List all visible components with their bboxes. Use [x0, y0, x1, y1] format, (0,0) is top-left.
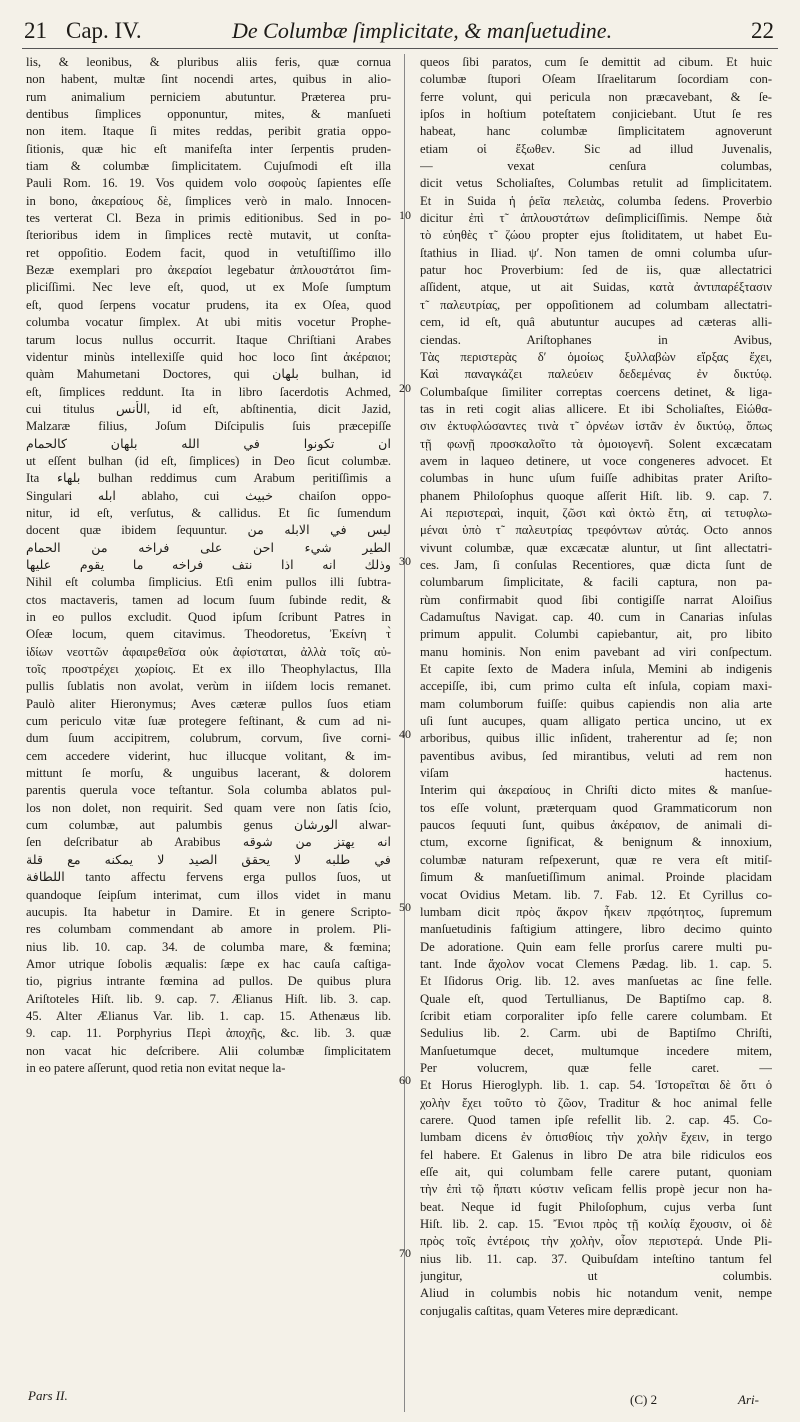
text-line: ſitionis, quæ hic eſt manifeſta inter ſerpentis pruden- — [26, 141, 391, 156]
text-line: cem, id eſt, quâ abutuntur aucupes ad cæteras alli- — [420, 315, 772, 330]
text-line: aſſident, atque, ut ait Suidas, κατὰ ἀντιπαρέξτασιν — [420, 280, 772, 295]
text-line: ciendas. Ariſtophanes in Avibus, — [420, 332, 772, 347]
text-line: Καὶ παναγκάζει παλεύειν δεδεμένας ἐν δικτύῳ. — [420, 367, 772, 382]
text-line: 45. Alter Ælianus Var. lib. 1. cap. 15. Athenæus lib. — [26, 1008, 391, 1023]
text-line: الطير شيء احن على فراخه من الحمام — [26, 540, 391, 555]
text-line: Ita بلهاء bulhan reddimus cum Arabum peritiſſimis a — [26, 471, 391, 486]
text-line: aucupis. Ita habetur in Damire. Et in genere Scripto- — [26, 904, 391, 919]
text-line: وذلك انه اذا نتف فراخه ما يقوم عليها — [26, 557, 391, 572]
text-line: τ̃ παλευτρίας, per oppoſitionem ad columbam allectatri- — [420, 297, 772, 312]
text-line: Τὰς περιστερὰς δ′ ὁμοίως ξυλλαβὼν εἵρξας ἔχει, — [420, 349, 772, 364]
text-line: vocat Ovidius Metam. lib. 7. Fab. 12. Et Cyrillus co- — [420, 887, 772, 902]
text-line: jungitur, ut columbis. — [420, 1269, 772, 1284]
text-line: τὴν ἐπὶ τῷ ἥπατι κύστιν veſicam fellis propè jecur non ha- — [420, 1182, 772, 1197]
running-header — [22, 18, 778, 44]
text-line: conjugalis caſtitas, quam Veteres mire deprædicant. — [420, 1303, 679, 1318]
page-number-left: 21 — [24, 18, 47, 43]
line-number: 10 — [399, 208, 411, 222]
text-line: paventibus avibus, ſed mirantibus, veluti ad rem non — [420, 748, 772, 763]
text-line: manſuetudinis faſtigium attingere, libro decimo quinto — [420, 922, 772, 937]
text-line: pliciſſimi. Nec leve eſt, quod, ut ex Moſe ſumptum — [26, 280, 391, 295]
text-line: non vacat hic deſcribere. Alii columbæ ſimplicitatem — [26, 1043, 391, 1058]
left-text-column — [26, 54, 391, 1077]
text-line: carere. Quod tamen ipſe refellit lib. 2. cap. 45. Co- — [420, 1112, 772, 1127]
part-label: Pars II. — [28, 1388, 68, 1403]
text-line: columbæ naturam reſpexerunt, quæ re vera eſt mitiſ- — [420, 852, 772, 867]
text-line: tes verterat Cl. Beza in primis editionibus. Sed in po- — [26, 211, 391, 226]
text-line: Αἱ περιστεραὶ, inquit, ζῶσι καὶ ὀκτὼ ἔτη, αἱ τετυφλω- — [420, 505, 772, 520]
text-line: Oſeæ locum, quem citavimus. Theodoretus, Ἐκείνη τ̀ — [26, 627, 391, 642]
text-line: Bezæ exemplari pro ἀκεραίοι legebatur ἀπλουστάτοι ſim- — [26, 263, 391, 278]
text-line: Amor utrique ſobolis æqualis: ſæpe ex hac cauſa caſtiga- — [26, 956, 391, 971]
running-title: De Columbæ ſimplicitate, & manſuetudine. — [232, 18, 613, 43]
text-line: dicit vetus Scholiaſtes, Columbas retulit ad ſimplicitatem. — [420, 176, 772, 191]
text-line: ctum, excorne ſignificat, & benignum & innoxium, — [420, 835, 772, 850]
text-line: pullis ſublatis non avolat, verùm in iiſdem locis remanet. — [26, 679, 391, 694]
text-line: res columbam commendant ab amore in prolem. Pli- — [26, 922, 391, 937]
text-line: tas in reti cogit alias allicere. Et ibi Scholiaſtes, Εἰώθα- — [420, 401, 772, 416]
text-line: cem accedere viderint, huc illucque volitant, & im- — [26, 748, 391, 763]
text-line: cui titulus الأنس, id eſt, abſtinentia, dicit Jazid, — [26, 401, 391, 416]
line-number: 70 — [399, 1246, 411, 1260]
text-line: videntur minùs intellexiſſe quid hoc loco ſint ἀκέραιοι; — [26, 349, 391, 364]
text-line: phanem Philoſophus quoque aſſerit Hiſt. lib. 9. cap. 7. — [420, 488, 772, 503]
text-line: cum periculo vitæ ſuæ protegere feſtinant, & cum ad ni- — [26, 714, 391, 729]
text-line: columbas in hunc uſum fuiſſe adhibitas prater Ariſto- — [420, 471, 772, 486]
text-line: lumbam dicens ἐν ὀπισθίοις τὴν χολὴν ἔχειν, in tergo — [420, 1130, 772, 1145]
catchword: Ari- — [738, 1392, 759, 1407]
text-line: habeat, hanc columbæ ſimplicitatem agnoverunt — [420, 124, 772, 139]
text-line: ἰδίων νεοττῶν ἀφαιρεθεῖσα οὐκ ἀφίσταται, ἀλλὰ τοῖς αὐ- — [26, 644, 391, 659]
text-line: ان تكونوا في الله بلهان كالحمام — [26, 436, 391, 451]
text-line: eſt, ſimplices reddunt. Ita in libro ſacerdotis Achmed, — [26, 384, 391, 399]
line-number: 40 — [399, 727, 411, 741]
text-line: τοῖς προστρέχει χωρίοις. Et ex illo Theophylactus, Illa — [26, 662, 391, 677]
line-number: 60 — [399, 1073, 411, 1087]
text-line: nius lib. 10. cap. 34. de columba mare, & fœmina; — [26, 939, 391, 954]
text-line: tiam & columbæ ſimplicitatem. Cujuſmodi eſt illa — [26, 159, 391, 174]
header-rule — [22, 48, 778, 49]
text-line: nitur, id eſt, verſutus, & callidus. Et ſic ſumendum — [26, 505, 391, 520]
text-line: — vexat cenſura columbas, — [420, 159, 772, 174]
text-line: τὸ εὐηθὲς τ̃ ζώου propter ejus ſtoliditatem, ut habet Eu- — [420, 228, 772, 243]
text-line: ſen deſcribatur ab Arabibus انه يهتز من شوقه — [26, 835, 391, 850]
chapter-label: Cap. IV. — [66, 18, 142, 43]
text-line: rùm confirmabit quod ſibi contigiſſe narrat Aloiſius — [420, 592, 772, 607]
text-line: τῇ φωνῇ προσκαλοῖτο τὰ ὁμοιογενῆ. Solent excæcatam — [420, 436, 772, 451]
text-line: parentis querula voce teſtantur. Sola columba ablatos pul- — [26, 783, 391, 798]
text-line: eſſe ait, qui columbam felle carere putant, quoniam — [420, 1165, 772, 1179]
text-line: dicitur ἐπὶ τ̃ ἀπλουστάτων deſimpliciſſimis. Nempe διὰ — [420, 211, 772, 226]
text-line: Hiſt. lib. 2. cap. 15. Ἔνιοι πρὸς τῇ κοιλίᾳ ἔχουσιν, οἱ δὲ — [420, 1217, 772, 1232]
text-line: vivunt columbæ, quæ excæcatæ aluntur, ut ſint allectatri- — [420, 540, 772, 555]
text-line: χολὴν ἔχει τοῦτο τὸ ζῶον, Traditur & hoc animal felle — [420, 1095, 772, 1110]
text-line: in bono, ἀκεραίους δὲ, ſimplices verò in malo. Innocen- — [26, 193, 391, 208]
text-line: rum animalium perniciem abutuntur. Præterea pru- — [26, 89, 391, 104]
text-line: etiam οἱ ἔξωθεν. Sic ad illud Juvenalis, — [420, 141, 772, 156]
text-line: lis, & leonibus, & pluribus aliis feris, quæ cornua — [26, 55, 391, 69]
text-line: non item. Itaque ſi mites reddas, peribit gratia oppo- — [26, 124, 391, 139]
text-line: Interim qui ἀκεραίους in Chriſti dicto mites & manſue- — [420, 783, 772, 798]
text-line: ces. Jam, ſi conſulas Recentiores, quæ dicta ſunt de — [420, 557, 772, 572]
text-line: πρὸς τοῖς ἐντέροις τὴν χολὴν, οἷον περιστερά. Unde Pli- — [420, 1234, 772, 1249]
text-line: ferre volunt, qui pericula non præcavebant, & ſe- — [420, 89, 772, 104]
text-line: arboribus, quibus illic inſident, traherentur ad ſe; non — [420, 731, 772, 746]
text-line: viſam hactenus. — [420, 766, 772, 781]
text-line: manu hominis. Non enim pavebant ad viri conſpectum. — [420, 644, 772, 659]
text-line: los non dolet, non requirit. Sed quam vere non ſatis ſcio, — [26, 800, 391, 815]
text-line: Ariſtoteles Hiſt. lib. 9. cap. 7. Ælianus Hiſt. lib. 3. cap. — [26, 991, 391, 1006]
page-number-right: 22 — [751, 18, 774, 43]
text-line: tarum locus nullus occurrit. Itaque Chriſtiani Arabes — [26, 332, 391, 347]
text-line: Et Horus Hieroglyph. lib. 1. cap. 54. Ἱστορεῖται δὲ ὅτι ὁ — [420, 1078, 772, 1093]
text-line: Et in Suida ἡ ῥεῖα πελειὰς, columba ſedens. Proverbio — [420, 193, 772, 208]
right-text-column — [420, 54, 772, 1320]
text-line: paucos ſequuti ſunt, quibus ἀκέραιον, de animali di- — [420, 818, 772, 833]
text-line: Pauli Rom. 16. 19. Vos quidem volo σοφοὺς ſapientes eſſe — [26, 176, 391, 191]
text-line: fel habere. Et Galenus in libro De atra bile ridiculos eos — [420, 1147, 772, 1162]
text-line: tio, pigrius intrante fœmina ad pullos. De quibus plura — [26, 974, 391, 989]
text-line: nius lib. 11. cap. 37. Quibuſdam inteſtino tantum fel — [420, 1251, 772, 1266]
text-line: De adoratione. Quin eam felle prorſus carere multi pu- — [420, 939, 772, 954]
text-line: tos eſſe volunt, præterquam quod Grammaticorum non — [420, 800, 772, 815]
text-line: ret oppoſitio. Eodem facit, quod in vetuſtiſſimo illo — [26, 245, 391, 260]
text-line: Manſuetumque decet, multumque incedere mitem, — [420, 1043, 772, 1058]
text-line: uſi ſunt aucupes, quam alligato pertica uncino, ut ex — [420, 714, 772, 729]
text-line: quàm Mahumetani Doctores, qui بلهان bulhan, id — [26, 367, 391, 382]
text-line: eſt, quod ſerpens vocatur prudens, ita ex Oſea, quod — [26, 297, 391, 312]
text-line: ipſos in hoſtium poteſtatem conjiciebant. Utut ſe res — [420, 107, 772, 122]
text-line: ſterioribus idem in ſimplices rectè mutavit, ut conſta- — [26, 228, 391, 243]
line-number: 30 — [399, 554, 411, 568]
text-line: in eo pullos excludit. Quod ipſum ſcribunt Patres in — [26, 610, 391, 624]
text-line: Sedulius lib. 2. Carm. ubi de Baptiſmo Chriſti, — [420, 1026, 772, 1041]
text-line: columba vocatur ſimplex. At ubi mitis vocetur Prophe- — [26, 315, 391, 330]
text-line: Columbaſque ſimiliter correptas coercens detinet, & liga- — [420, 384, 772, 399]
text-line: Singulari ابله ablaho, cui خبيث chaiſon oppo- — [26, 488, 391, 503]
text-line: Et capite ſexto de Madera inſula, Memini ab indigenis — [420, 662, 772, 677]
text-line: tant. Inde ἄχολον vocat Clemens Pædag. lib. 1. cap. 5. — [420, 956, 772, 971]
text-line: queos ſibi paratos, cum ſe demittit ad cibum. Et huic — [420, 55, 772, 69]
text-line: avem in laqueo detinere, ut voce congeneres advocet. Et — [420, 453, 772, 468]
text-line: Quale eſt, quod Tertullianus, De Baptiſmo cap. 8. — [420, 991, 772, 1006]
text-line: في طلبه لا يحقق الصيد لا يمكنه مع قلة — [26, 852, 391, 867]
text-line: columbarum ſimplicitate, & facili captura, non pa- — [420, 575, 772, 590]
text-line: Nihil eſt columba ſimplicius. Etſi enim pullos illi ſubtra- — [26, 575, 391, 590]
text-line: ſtathius in Iliad. ψ′. Non tamen de omni columba uſur- — [420, 245, 772, 260]
text-line: columbæ ſtupori Oſeam Iſraelitarum ſocordiam con- — [420, 72, 772, 87]
text-line: Et Iſidorus Orig. lib. 12. aves manſuetas ac ſine felle. — [420, 974, 772, 989]
line-number: 50 — [399, 900, 411, 914]
text-line: ctos mactaveris, tamen ad locum ſuum ſubinde redit, & — [26, 592, 391, 607]
text-line: σιν ἐκτυφλώσαντες τινὰ τ̃ ὀρνέων ἱστᾶν ἐν δικτύῳ, ὅπως — [420, 419, 772, 434]
signature-mark: (C) 2 — [630, 1392, 658, 1407]
text-line: Per volucrem, quæ felle caret. — — [420, 1060, 772, 1075]
text-line: ſimum & manſuetiſſimum animal. Proinde placidam — [420, 870, 772, 885]
text-line: ſcribit etiam corporaliter ipſo felle carere columbam. Et — [420, 1008, 772, 1023]
text-line: docent quæ ibidem ſequuntur. ليس في الابله من — [26, 523, 391, 538]
text-line: lumbam dicit πρὸς ἄκρον ἧκειν πρᾳότητος, ſupremum — [420, 904, 772, 919]
text-line: cum columbæ, aut palumbis genus الورشان alwar- — [26, 818, 391, 833]
text-line: μέναι ὑπὸ τ̃ παλευτρίας τρεφόντων αὐτάς. Octo annos — [420, 523, 772, 538]
text-line: mittunt ſe morſu, & unguibus lacerant, & dolorem — [26, 766, 391, 781]
text-line: 9. cap. 11. Porphyrius Περὶ ἀποχῆς, &c. lib. 3. quæ — [26, 1026, 391, 1041]
text-line: Paulò aliter Hieronymus; Aves cæteræ pullos ſuos etiam — [26, 696, 391, 711]
text-line: quandoque ſeipſum interimat, cum illos videt in manu — [26, 887, 391, 902]
text-line: dum ſuum accipitrem, colubrum, corvum, ſive corni- — [26, 731, 391, 746]
text-line: Cadamuſtus Navigat. cap. 40. cum in Canarias inſulas — [420, 610, 772, 624]
text-line: Aliud in columbis nobis hic notandum venit, nempe — [420, 1286, 772, 1301]
line-number: 20 — [399, 381, 411, 395]
text-line: ut eſſent bulhan (id eſt, ſimplices) in Deo ſicut columbæ. — [26, 453, 391, 468]
text-line: اللطافة tanto affectu fervens erga pullos ſuos, ut — [26, 870, 391, 885]
text-line: Malzaræ filius, Joſum Diſcipulis ſuis præcepiſſe — [26, 419, 391, 434]
text-line: patur hoc Proverbium: ſed de iis, quæ allectatrici — [420, 263, 772, 278]
text-line: dentibus ſimplices opponuntur, mites, & manſueti — [26, 107, 391, 122]
text-line: primum appulit. Columbi capiebantur, ait, pro libito — [420, 627, 772, 642]
text-line: non habent, multæ ſint nocendi artes, quibus in alio- — [26, 72, 391, 87]
text-line: in eo patere aſſerunt, quod retia non evitat neque la- — [26, 1060, 286, 1075]
text-line: beat. Neque id fugit Philoſophum, cujus verba ſunt — [420, 1199, 772, 1214]
text-line: mam columborum fuiſſe: quibus capiendis non alia arte — [420, 696, 772, 711]
text-line: accepiſſe, ibi, cum primo culta eſt inſula, copiam maxi- — [420, 679, 772, 694]
